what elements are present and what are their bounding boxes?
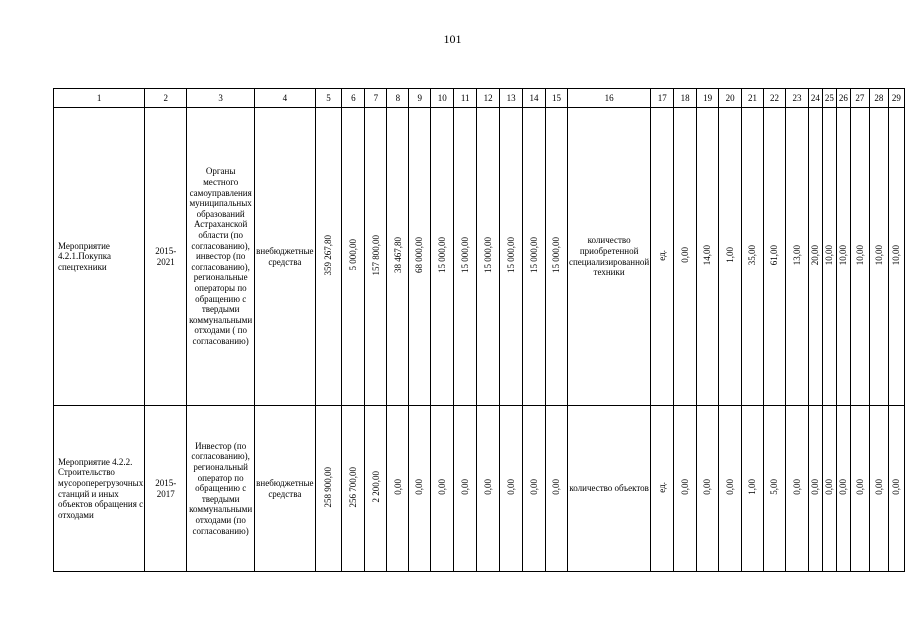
measure-cell-text: Мероприятие 4.2.2. Строительство мусороперегрузочных станций и иных объектов обращения с отходами [58,456,144,520]
financing-cell-text: 68 000,00 [414,237,425,274]
column-header: 4 [255,89,315,108]
column-header: 1 [54,89,145,108]
column-header: 9 [409,89,431,108]
value-cell-text: 0,00 [838,479,849,496]
header-row [54,89,905,108]
value-cell-text: 0,00 [824,479,835,496]
program-table [53,88,905,572]
column-header: 6 [342,89,365,108]
column-header: 14 [523,89,546,108]
financing-cell-text: 38 467,80 [392,237,403,274]
column-header: 23 [785,89,808,108]
value-cell [888,108,904,406]
value-cell [888,406,904,572]
value-cell-text: 0,00 [873,479,884,496]
financing-cell-text: 256 700,00 [348,466,359,508]
financing-cell [342,406,365,572]
financing-cell [409,108,431,406]
period-cell [145,108,187,406]
column-header: 26 [836,89,850,108]
page-number: 101 [443,32,462,46]
value-cell [869,406,888,572]
unit-cell-text: ед. [656,249,667,261]
financing-cell-text: 5 000,00 [348,239,359,271]
table-row [54,108,905,406]
financing-cell-text: 15 000,00 [436,237,447,274]
value-cell [719,406,742,572]
value-cell-text: 0,00 [679,247,690,264]
value-cell [719,108,742,406]
financing-cell-text: 0,00 [482,479,493,496]
financing-cell-text: 15 000,00 [528,237,539,274]
financing-cell [546,108,568,406]
column-header: 3 [187,89,255,108]
value-cell-text: 13,00 [791,245,802,266]
measure-cell [54,108,145,406]
financing-cell [500,108,523,406]
financing-cell [546,406,568,572]
value-cell-text: 20,00 [810,245,821,266]
column-header: 17 [651,89,674,108]
value-cell-text: 10,00 [891,245,902,266]
table-row [54,406,905,572]
financing-cell [523,108,546,406]
financing-cell-text: 0,00 [551,479,562,496]
indicator-cell-text: количество объектов [569,483,649,494]
value-cell [822,406,836,572]
column-header: 20 [719,89,742,108]
column-header: 19 [697,89,719,108]
financing-cell-text: 15 000,00 [505,237,516,274]
value-cell [785,406,808,572]
column-header: 25 [822,89,836,108]
value-cell-text: 10,00 [854,245,865,266]
value-cell [808,406,822,572]
column-header: 21 [742,89,764,108]
value-cell-text: 1,00 [724,247,735,264]
value-cell [764,406,786,572]
value-cell [836,406,850,572]
value-cell-text: 14,00 [702,245,713,266]
column-header: 28 [869,89,888,108]
financing-cell-text: 0,00 [392,479,403,496]
value-cell-text: 0,00 [854,479,865,496]
value-cell-text: 10,00 [824,245,835,266]
financing-cell [431,406,454,572]
financing-cell [477,406,500,572]
column-header: 2 [145,89,187,108]
value-cell-text: 0,00 [791,479,802,496]
column-header: 24 [808,89,822,108]
column-header: 15 [546,89,568,108]
financing-cell [454,108,477,406]
indicator-cell [567,406,650,572]
value-cell [697,406,719,572]
financing-cell-text: 15 000,00 [459,237,470,274]
financing-cell [431,108,454,406]
column-header: 7 [365,89,387,108]
value-cell-text: 0,00 [724,479,735,496]
financing-cell [342,108,365,406]
period-cell-text: 2015-2017 [155,477,177,499]
financing-cell [387,108,409,406]
value-cell [742,108,764,406]
value-cell [697,108,719,406]
financing-cell-text: 0,00 [414,479,425,496]
financing-cell-text: 15 000,00 [551,237,562,274]
value-cell-text: 0,00 [679,479,690,496]
value-cell [742,406,764,572]
indicator-cell-text: количество приобретенной специализированной техники [568,235,650,278]
value-cell-text: 35,00 [747,245,758,266]
value-cell [836,108,850,406]
value-cell-text: 1,00 [747,479,758,496]
column-header: 5 [315,89,342,108]
executors-cell-text: Органы местного самоуправления муниципальных образований Астраханской области (по согласованию), инвестор (по согласованию), региональные операторы по обращению с твердыми коммунальными отходами ( по согласованию) [189,166,253,346]
executors-cell [187,108,255,406]
financing-cell [477,108,500,406]
period-cell-text: 2015-2021 [155,245,177,267]
column-header: 12 [477,89,500,108]
measure-cell-text: Мероприятие 4.2.1.Покупка спецтехники [58,240,112,272]
source-cell [255,406,315,572]
financing-cell [454,406,477,572]
financing-cell-text: 0,00 [436,479,447,496]
value-cell-text: 61,00 [769,245,780,266]
value-cell-text: 5,00 [769,479,780,496]
financing-cell [387,406,409,572]
column-header: 10 [431,89,454,108]
column-header: 11 [454,89,477,108]
source-cell [255,108,315,406]
indicator-cell [567,108,650,406]
value-cell [674,406,697,572]
financing-cell-text: 2 200,00 [370,471,381,503]
value-cell-text: 10,00 [838,245,849,266]
column-header: 18 [674,89,697,108]
value-cell [808,108,822,406]
column-header: 8 [387,89,409,108]
financing-cell-text: 359 267,80 [323,234,334,276]
column-header: 16 [567,89,650,108]
unit-cell [651,108,674,406]
value-cell [822,108,836,406]
value-cell [850,108,869,406]
source-cell-text: внебюджетные средства [256,477,314,499]
financing-cell-text: 0,00 [505,479,516,496]
financing-cell [315,108,342,406]
value-cell [764,108,786,406]
value-cell [869,108,888,406]
period-cell [145,406,187,572]
financing-cell [523,406,546,572]
financing-cell-text: 0,00 [528,479,539,496]
value-cell-text: 0,00 [702,479,713,496]
financing-cell [500,406,523,572]
column-header: 13 [500,89,523,108]
value-cell [674,108,697,406]
measure-cell [54,406,145,572]
financing-cell-text: 157 800,00 [370,234,381,276]
financing-cell [365,406,387,572]
financing-cell [365,108,387,406]
column-header: 29 [888,89,904,108]
value-cell-text: 0,00 [891,479,902,496]
financing-cell-text: 0,00 [459,479,470,496]
source-cell-text: внебюджетные средства [256,245,314,267]
executors-cell [187,406,255,572]
financing-cell-text: 15 000,00 [482,237,493,274]
value-cell-text: 10,00 [873,245,884,266]
value-cell [850,406,869,572]
column-header: 27 [850,89,869,108]
column-header: 22 [764,89,786,108]
value-cell [785,108,808,406]
unit-cell-text: ед. [656,481,667,493]
unit-cell [651,406,674,572]
executors-cell-text: Инвестор (по согласованию), региональный оператор по обращению с твердыми коммунальными отходами (по согласованию) [189,440,253,536]
financing-cell [409,406,431,572]
financing-cell-text: 258 900,00 [323,466,334,508]
value-cell-text: 0,00 [810,479,821,496]
financing-cell [315,406,342,572]
